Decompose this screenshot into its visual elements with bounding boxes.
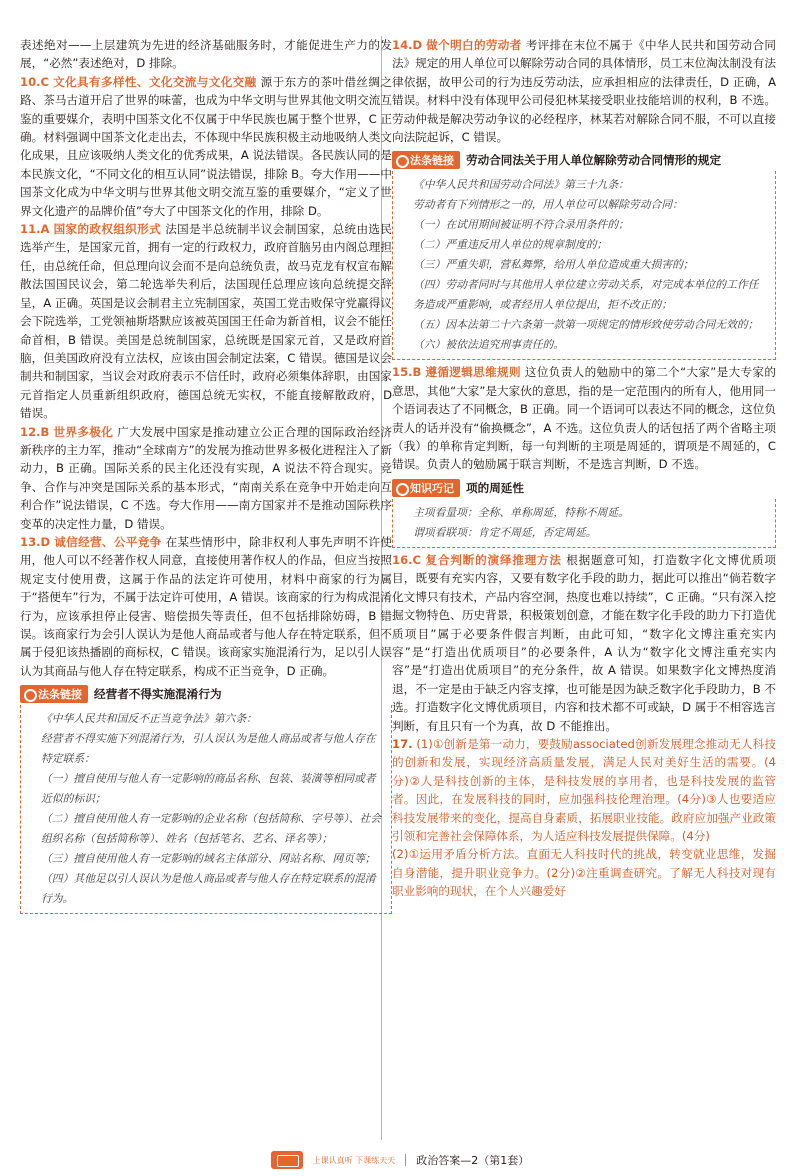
q17-number: 17.: [392, 736, 413, 751]
q12-number: 12.B: [20, 424, 50, 439]
right-column: [392, 36, 776, 901]
q14-number: 14.D: [392, 38, 423, 52]
law-line: （一）擅自使用与他人有一定影响的商品名称、包装、装潢等相同或者近似的标识；: [41, 772, 376, 806]
q14-text: 考评排在末位不属于《中华人民共和国劳动合同法》规定的用人单位可以解除劳动合同的具体情形，员工末位淘汰制没有法律依据，故甲公司的行为违反劳动法，应承担相应的法律责任，D 正确，A 错误。材料中没有体现甲公司侵犯林某接受职业技能培训的权利，B 不选。劳动仲裁是解决劳动争议的必经程序，林某若对解除合同不服，不可以直接向法院起诉，C 错误。: [392, 38, 776, 145]
footer-separator: [405, 1154, 406, 1166]
knowledge-tip-body: [392, 499, 776, 548]
law-line: （四）劳动者同时与其他用人单位建立劳动关系，对完成本单位的工作任务造成严重影响，或者经用人单位提出，拒不改正的；: [413, 278, 759, 312]
law-line: 《中华人民共和国劳动合同法》第三十九条：: [413, 178, 629, 192]
q15-title: 遵循逻辑思维规则: [425, 365, 521, 380]
law-link-body: [20, 705, 392, 914]
law-line: （四）其他足以引人误认为是他人商品或者与他人存在特定联系的混淆行为。: [41, 872, 376, 906]
q17-text-part1: (1)①创新是第一动力，要鼓励associated创新发展理念推动无人科技的创新和发展，实现经济高质量发展，满足人民对美好生活的需要。(4分)②人是科技创新的主体，是科技发展的享用者，也是科技发展的监管者。因此，在发展科技的同时，应加强科技伦理治理。(4分)③人也要适应科技发展带来的变化，提高自身素质，拓展职业技能。政府应加强产业政策引领和完善社会保障体系，为人适应科技发展提供保障。(4分): [392, 736, 776, 843]
law-line: （三）擅自使用他人有一定影响的域名主体部分、网站名称、网页等；: [41, 852, 376, 866]
q10-number: 10.C: [20, 74, 50, 89]
q10-answer: [20, 73, 392, 220]
law-link-tag: 法条链接: [20, 685, 88, 703]
law-link-head: [392, 149, 776, 171]
q12-text: 广大发展中国家是推动建立公正合理的国际政治经济新秩序的主力军，推动“全球南方”的发展为推动世界多极化进程注入了新动力，B 正确。国际关系的民主化还没有实现，A 说法不符合现实。竞争、合作与冲突是国际关系的基本形式，“南南关系在竞争中开始走向互利合作”说法错误，C 不选。夸大作用——南方国家并不是推动国际秩序变革的决定性力量，D 错误。: [20, 424, 392, 531]
law-link-box-right: [392, 149, 776, 360]
law-link-box-left: [20, 683, 392, 914]
law-line: 劳动者有下列情形之一的，用人单位可以解除劳动合同：: [413, 198, 683, 212]
q11-answer: [20, 220, 392, 422]
law-link-head: [20, 683, 392, 705]
law-line: （二）擅自使用他人有一定影响的企业名称（包括简称、字号等）、社会组织名称（包括简称等）、姓名（包括笔名、艺名、译名等）；: [41, 812, 382, 846]
q14-answer: [392, 36, 776, 146]
law-line: 经营者不得实施下列混淆行为，引人误认为是他人商品或者与他人存在特定联系：: [41, 732, 376, 766]
q16-answer: [392, 551, 776, 735]
q11-number: 11.A: [20, 222, 50, 237]
brand-slogan: 上课认真听 下课练天天: [312, 1155, 396, 1165]
q12-title: 世界多极化: [53, 424, 114, 439]
q17-answer-part2: (2)①运用矛盾分析方法。直面无人科技时代的挑战，转变就业思维，发掘自身潜能，提升职业竞争力。(2分)②注重调查研究。了解无人科技对现有职业影响的现状，在个人兴趣爱好: [392, 847, 776, 899]
q10-text: 源于东方的茶叶借丝绸之路、茶马古道开启了世界的味蕾，也成为中华文明与世界其他文明交流互鉴的重要媒介，表明中国茶文化不仅属于中华民族也属于整个世界，C 正确。材料强调中国茶文化走出去，不体现中华民族积极主动地吸纳人类文化成果，且应该吸纳人类文化的优秀成果，A 说法错误。各民族认同的是本民族文化，“不同文化的相互认同”说法错误，排除 B。夸大作用——中国茶文化成为中华文明与世界其他文明交流互鉴的重要媒介，“定义了世界文化遗产的品牌价值”夸大了中国茶文化的作用，排除 D。: [20, 74, 392, 218]
q14-title: 做个明白的劳动者: [426, 38, 522, 52]
q10-title: 文化具有多样性、文化交流与文化交融: [53, 74, 257, 89]
tip-line: 谓项看联项：肯定不周延，否定周延。: [413, 525, 597, 539]
law-line: （二）严重违反用人单位的规章制度的；: [413, 238, 608, 252]
law-line: （六）被依法追究刑事责任的。: [413, 338, 565, 352]
law-link-title: 经营者不得实施混淆行为: [94, 687, 222, 702]
q12-answer: [20, 423, 392, 533]
q16-title: 复合判断的演绎推理方法: [425, 552, 562, 567]
knowledge-tip-tag: 知识巧记: [392, 479, 460, 497]
law-line: （一）在试用期间被证明不符合录用条件的；: [413, 218, 629, 232]
law-link-body: [392, 171, 776, 360]
q15-text: 这位负责人的勉励中的第二个“大家”是大专家的意思，其他“大家”是大家伙的意思，指的是一定范围内的所有人，他用同一个语词表达了不同概念，B 正确。同一个语词可以表达不同的概念，这位负责人的话并没有“偷换概念”，A 不选。这位负责人的话包括了两个省略主项（我）的单称肯定判断，每一句判断的主项是周延的，谓项是不周延的，C 错误。负责人的勉励属于联言判断，不是选言判断，D 不选。: [392, 365, 776, 472]
left-column: [20, 36, 392, 917]
knowledge-tip-title: 项的周延性: [466, 480, 524, 495]
q15-answer: [392, 363, 776, 473]
q13-title: 诚信经营、公平竞争: [54, 534, 162, 549]
law-line: 《中华人民共和国反不正当竞争法》第六条：: [41, 712, 257, 726]
q13-text: 在某些情形中，除非权利人事先声明不许使用，他人可以不经著作权人同意，直接使用著作权人的作品，但应当按照规定支付使用费，这属于作品的法定许可使用，材料中商家的行为属于“搭便车”行为，不属于法定许可使用，A 错误。该商家的行为构成混淆行为，应该承担停止侵害、赔偿损失等责任，但不包括排除妨碍，B 错误。该商家行为会引人误认为是他人商品或者与他人存在特定联系，但不属于侵犯该热播剧的商标权，C 错误。该商家实施混淆行为，足以引人误认为其商品与他人存在特定联系，构成不正当竞争，D 正确。: [20, 534, 392, 678]
law-line: （三）严重失职，营私舞弊，给用人单位造成重大损害的；: [413, 258, 694, 272]
knowledge-tip-head: [392, 477, 776, 499]
q9-tail: 表述绝对——上层建筑为先进的经济基础服务时，才能促进生产力的发展，“必然”表述绝对，D 排除。: [20, 38, 392, 71]
brand-logo-icon: [271, 1151, 303, 1169]
q15-number: 15.B: [392, 365, 422, 380]
q17-answer: [392, 735, 776, 845]
knowledge-tip-box: [392, 477, 776, 548]
q11-text: 法国是半总统制半议会制国家，总统由选民选举产生，是国家元首，拥有一定的行政权力，政府首脑另由内阁总理担任，由总统任命，但总理向议会而不是向总统负责，故马克龙有权宣布解散法国国民议会，第二轮选举失利后，法国现任总理应该向总统提交辞呈，A 正确。英国是议会制君主立宪制国家，英国工党击败保守党赢得议会下院选举，工党领袖斯塔默应该被英国国王任命为新首相，议会不能任命首相，B 错误。美国是总统制国家，总统既是国家元首，又是政府首脑，但美国政府没有立法权，应该由国会制定法案，C 错误。德国是议会制共和制国家，当议会对政府表示不信任时，政府必须集体辞职，由国家元首指定人员重新组织政府，德国总统无实权，不能直接解散政府，D 错误。: [20, 222, 392, 421]
q13-answer: [20, 533, 392, 680]
q16-number: 16.C: [392, 552, 422, 567]
q11-title: 国家的政权组织形式: [53, 222, 162, 237]
q13-number: 13.D: [20, 534, 51, 549]
law-link-title: 劳动合同法关于用人单位解除劳动合同情形的规定: [466, 153, 722, 168]
law-line: （五）因本法第二十六条第一款第一项规定的情形致使劳动合同无效的；: [413, 318, 759, 332]
tip-line: 主项看量项：全称、单称周延，特称不周延。: [413, 505, 629, 519]
footer-page-label: 政治答案—2（第1套）: [416, 1154, 530, 1167]
q16-text: 根据题意可知，打造数字化文博优质项目，既要有充实内容，又要有数字化手段的助力，据此可以推出“倘若数字化文博只有技术，产品内容空洞，热度也难以持续”，C 正确。“只有深入挖掘文物特色、历史背景，积极策划创意，才能在数字化手段的助力下打造优质项目”属于必要条件假言判断，由此可知，“数字化文博注重充实内容”是“打造出优质项目”的必要条件，A 认为“数字化文博注重充实内容”是“打造出优质项目”的充分条件，故 A 错误。如果数字化文博热度消退，不一定是由于缺乏内容支撑，也可能是因为缺乏数字化手段助力，B 不选。打造数字化文博优质项目，内容和技术都不可或缺，D 属于不相容选言判断，有且只有一个为真，故 D 不能推出。: [392, 552, 776, 733]
law-link-tag: 法条链接: [392, 151, 460, 169]
page-footer: [0, 1148, 800, 1172]
